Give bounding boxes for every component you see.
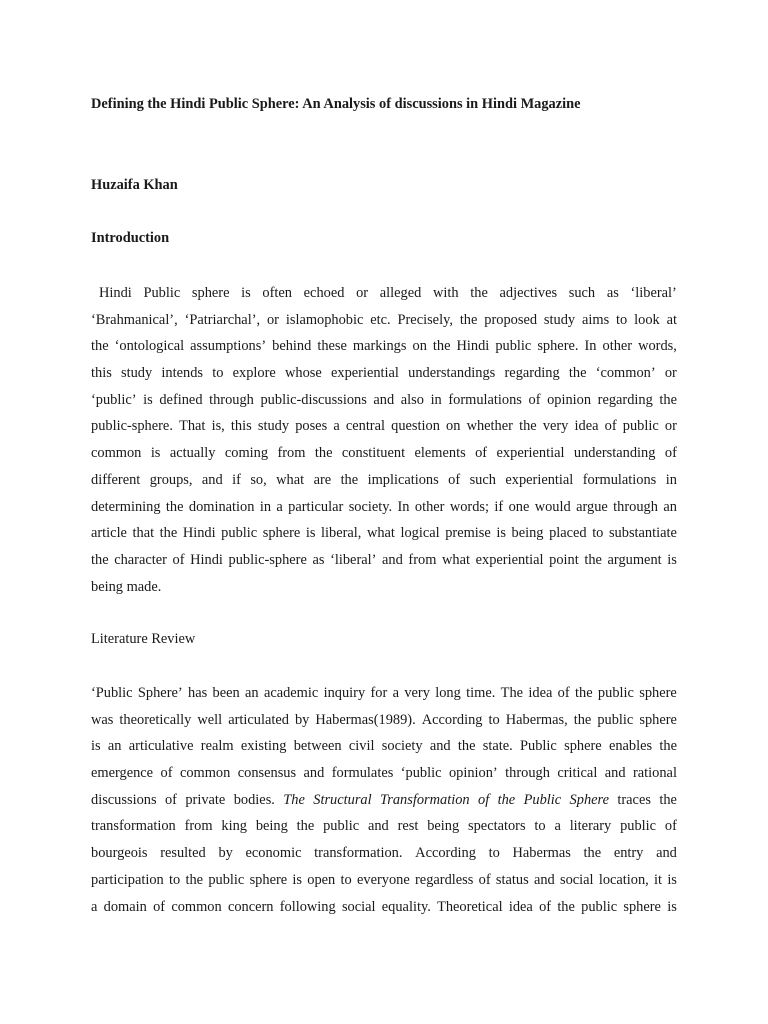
paragraph-line: article that the Hindi public sphere is liberal, what logical premise is being placed to substantiate bbox=[91, 525, 677, 542]
paragraph-line: transformation from king being the public and rest being spectators to a literary public of bbox=[91, 818, 677, 835]
paragraph-line: common is actually coming from the constituent elements of experiential understanding of bbox=[91, 445, 677, 462]
paragraph-line-mixed: discussions of private bodies. The Structural Transformation of the Public Sphere traces the bbox=[91, 791, 677, 808]
paragraph-line: different groups, and if so, what are the implications of such experiential formulations in bbox=[91, 471, 677, 488]
paragraph-line: participation to the public sphere is open to everyone regardless of status and social location, it is bbox=[91, 871, 677, 888]
paragraph-line: ‘Public Sphere’ has been an academic inquiry for a very long time. The idea of the public sphere bbox=[91, 685, 677, 701]
paragraph-line: a domain of common concern following social equality. Theoretical idea of the public sphere is bbox=[91, 898, 677, 915]
introduction-paragraph bbox=[91, 283, 677, 603]
paragraph-line: the character of Hindi public-sphere as ‘liberal’ and from what experiential point the argument is bbox=[91, 551, 677, 568]
paragraph-line: the ‘ontological assumptions’ behind these markings on the Hindi public sphere. In other words, bbox=[91, 338, 677, 355]
paragraph-line: ‘public’ is defined through public-discussions and also in formulations of opinion regarding the bbox=[91, 391, 677, 408]
paragraph-line: being made. bbox=[91, 578, 162, 595]
literature-review-heading: Literature Review bbox=[91, 631, 196, 647]
paragraph-line: this study intends to explore whose experiential understandings regarding the ‘common’ or bbox=[91, 365, 677, 382]
document-title: Defining the Hindi Public Sphere: An Analysis of discussions in Hindi Magazine bbox=[91, 96, 581, 112]
paragraph-line: determining the domination in a particular society. In other words; if one would argue through an bbox=[91, 498, 677, 515]
introduction-heading: Introduction bbox=[91, 230, 170, 246]
paragraph-line: is an articulative realm existing between civil society and the state. Public sphere enables the bbox=[91, 738, 677, 755]
paragraph-line: Hindi Public sphere is often echoed or alleged with the adjectives such as ‘liberal’ bbox=[99, 285, 677, 301]
paragraph-line: emergence of common consensus and formulates ‘public opinion’ through critical and rational bbox=[91, 765, 677, 782]
paragraph-line: bourgeois resulted by economic transformation. According to Habermas the entry and bbox=[91, 845, 677, 862]
author-name: Huzaifa Khan bbox=[91, 177, 178, 193]
paragraph-line: public-sphere. That is, this study poses a central question on whether the very idea of public or bbox=[91, 418, 677, 435]
paragraph-line: ‘Brahmanical’, ‘Patriarchal’, or islamophobic etc. Precisely, the proposed study aims to look at bbox=[91, 311, 677, 328]
paragraph-line: was theoretically well articulated by Habermas(1989). According to Habermas, the public sphere bbox=[91, 711, 677, 728]
literature-review-paragraph bbox=[91, 683, 677, 923]
